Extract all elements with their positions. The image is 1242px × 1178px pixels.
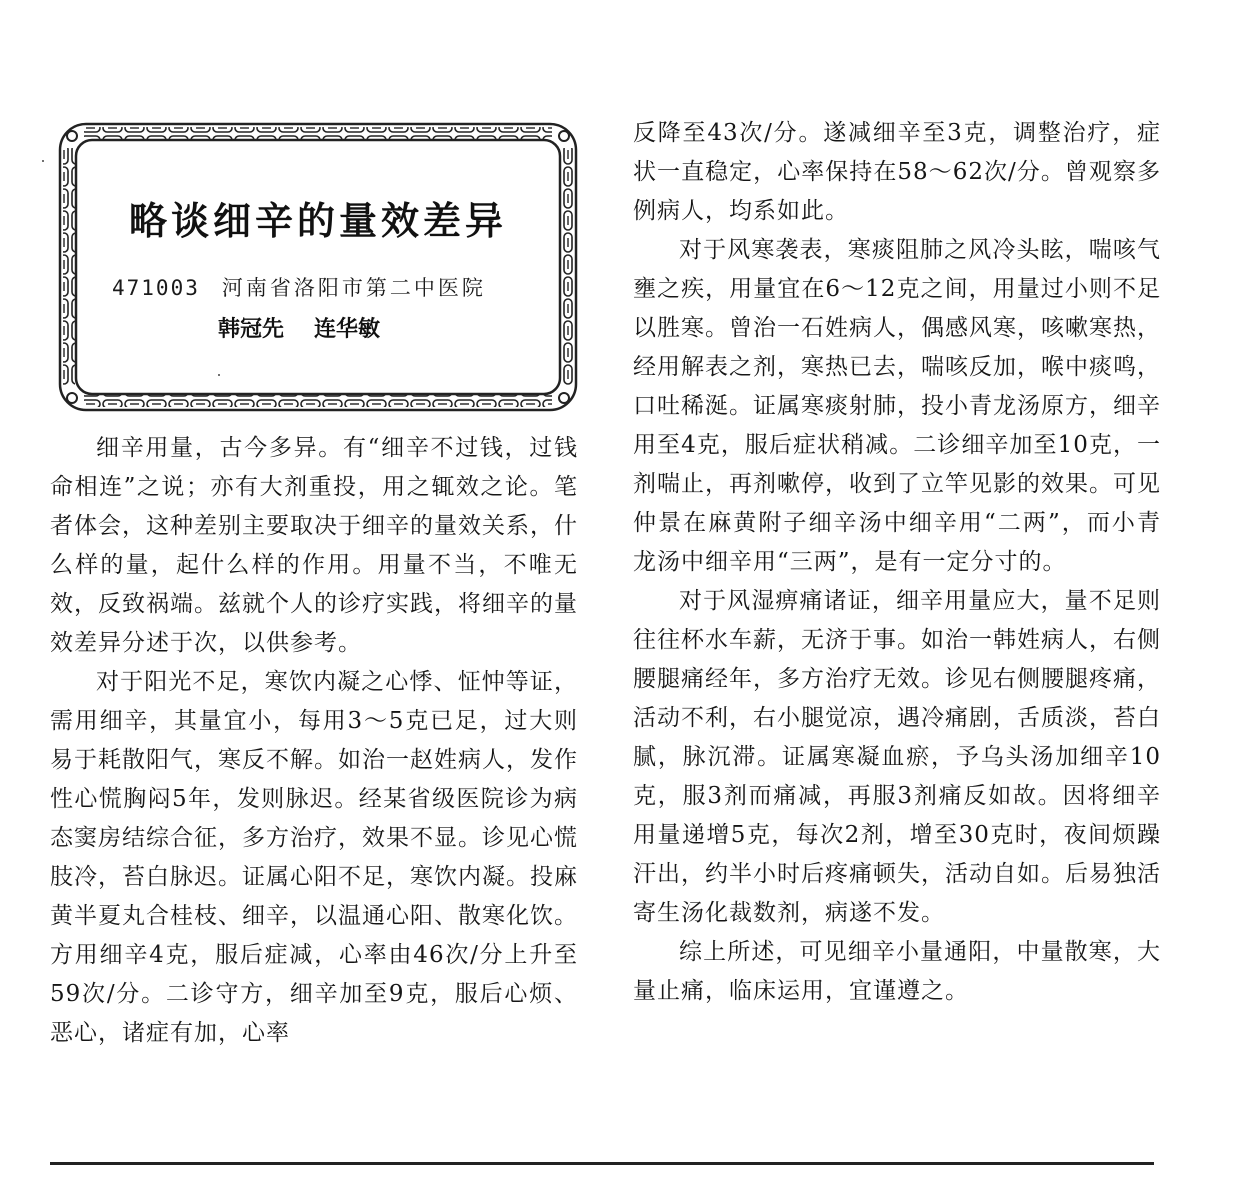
bottom-rule: [50, 1162, 1154, 1165]
body-paragraph: 细辛用量，古今多异。有“细辛不过钱，过钱命相连”之说；亦有大剂重投，用之辄效之论。笔者体会，这种差别主要取决于细辛的量效关系，什么样的量，起什么样的作用。用量不当，不唯无效，反致祸端。兹就个人的诊疗实践，将细辛的量效差异分述于次，以供参考。: [50, 435, 578, 656]
left-column: [50, 429, 578, 1053]
affiliation: [112, 272, 486, 302]
right-column: [633, 114, 1161, 1011]
postal-code: 471003: [112, 276, 200, 300]
body-paragraph: 反降至43次/分。遂减细辛至3克，调整治疗，症状一直稳定，心率保持在58～62次/分。曾观察多例病人，均系如此。: [633, 120, 1161, 224]
body-paragraph: 对于阳光不足，寒饮内凝之心悸、怔忡等证，需用细辛，其量宜小，每用3～5克已足，过大则易于耗散阳气，寒反不解。如治一赵姓病人，发作性心慌胸闷5年，发则脉迟。经某省级医院诊为病态窦房结综合征，多方治疗，效果不显。诊见心慌肢冷，苔白脉迟。证属心阳不足，寒饮内凝。投麻黄半夏丸合桂枝、细辛，以温通心阳、散寒化饮。方用细辛4克，服后症减，心率由46次/分上升至59次/分。二诊守方，细辛加至9克，服后心烦、恶心，诸症有加，心率: [50, 669, 578, 1046]
scan-speck: [42, 160, 44, 162]
body-paragraph: 对于风寒袭表，寒痰阻肺之风冷头眩，喘咳气壅之疾，用量宜在6～12克之间，用量过小则不足以胜寒。曾治一石姓病人，偶感风寒，咳嗽寒热，经用解表之剂，寒热已去，喘咳反加，喉中痰鸣，口吐稀涎。证属寒痰射肺，投小青龙汤原方，细辛用至4克，服后症状稍减。二诊细辛加至10克，一剂喘止，再剂嗽停，收到了立竿见影的效果。可见仲景在麻黄附子细辛汤中细辛用“二两”，而小青龙汤中细辛用“三两”，是有一定分寸的。: [633, 237, 1161, 575]
article-title: 略谈细辛的量效差异: [128, 199, 507, 243]
scan-speck: [218, 374, 220, 376]
author-list: [218, 312, 380, 343]
ornamental-border: [58, 122, 578, 412]
title-box: [58, 122, 578, 412]
author-name: 韩冠先: [218, 317, 285, 342]
institution-name: 河南省洛阳市第二中医院: [221, 276, 486, 300]
author-name: 连华敏: [314, 317, 381, 342]
body-paragraph: 对于风湿痹痛诸证，细辛用量应大，量不足则往往杯水车薪，无济于事。如治一韩姓病人，右侧腰腿痛经年，多方治疗无效。诊见右侧腰腿疼痛，活动不利，右小腿觉凉，遇冷痛剧，舌质淡，苔白腻，脉沉滞。证属寒凝血瘀，予乌头汤加细辛10克，服3剂而痛减，再服3剂痛反如故。因将细辛用量递增5克，每次2剂，增至30克时，夜间烦躁汗出，约半小时后疼痛顿失，活动自如。后易独活寄生汤化裁数剂，病遂不发。: [633, 588, 1161, 926]
body-paragraph: 综上所述，可见细辛小量通阳，中量散寒，大量止痛，临床运用，宜谨遵之。: [633, 939, 1161, 1004]
